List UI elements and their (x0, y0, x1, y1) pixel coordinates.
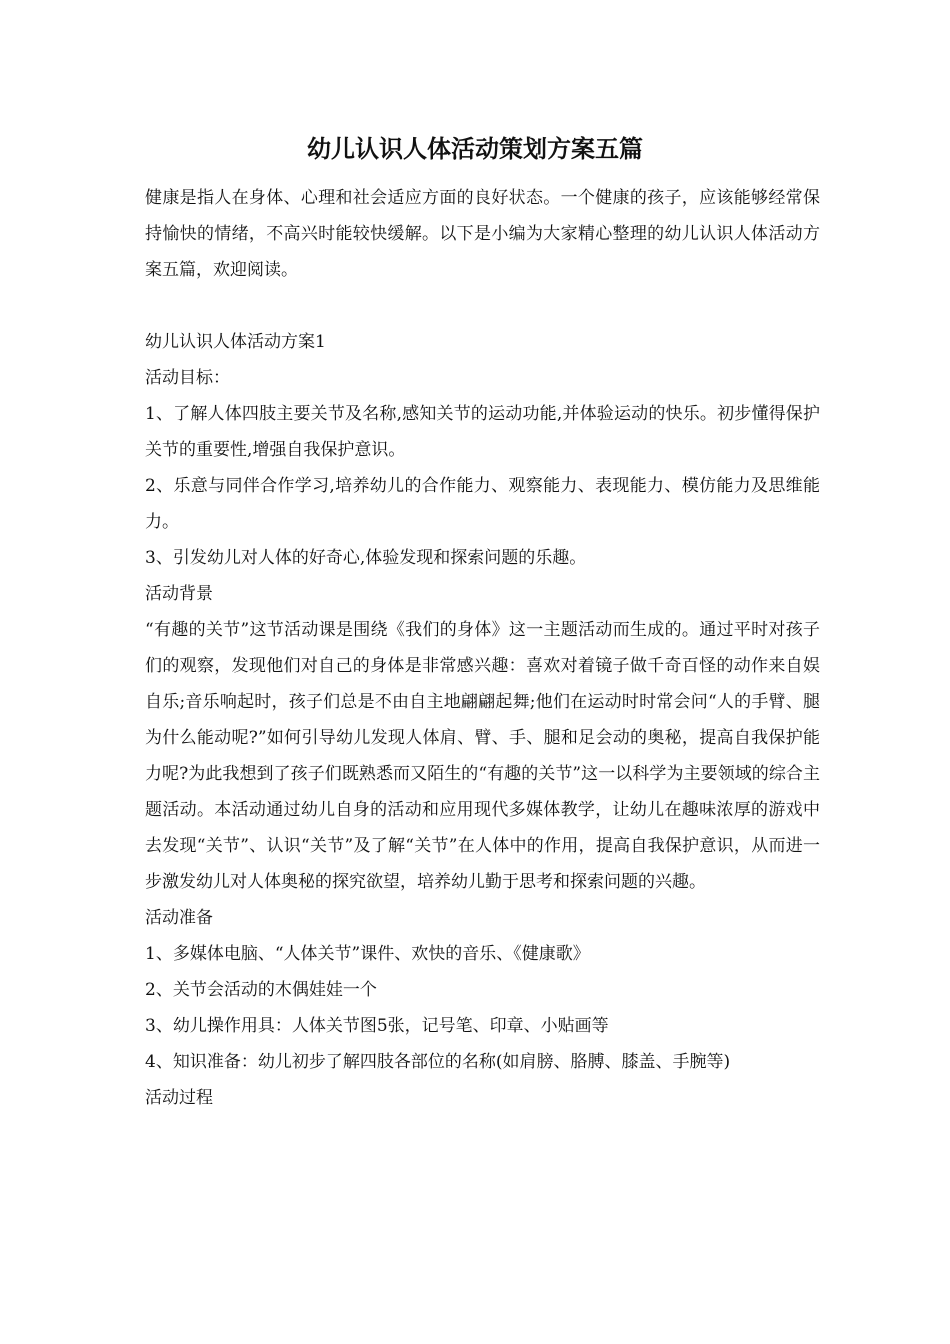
goal-item: 3、引发幼儿对人体的好奇心,体验发现和探索问题的乐趣。 (145, 548, 587, 568)
document-body (145, 180, 820, 1116)
background-paragraph: “有趣的关节”这节活动课是围绕《我们的身体》这一主题活动而生成的。通过平时对孩子们的观察，发现他们对自己的身体是非常感兴趣：喜欢对着镜子做千奇百怪的动作来自娱自乐;音乐响起时，孩子们总是不由自主地翩翩起舞;他们在运动时时常会问“人的手臂、腿为什么能动呢?”如何引导幼儿发现人体肩、臂、手、腿和足会动的奥秘，提高自我保护能力呢?为此我想到了孩子们既熟悉而又陌生的“有趣的关节”这一以科学为主要领域的综合主题活动。本活动通过幼儿自身的活动和应用现代多媒体教学，让幼儿在趣味浓厚的游戏中去发现“关节”、认识“关节”及了解“关节”在人体中的作用，提高自我保护意识，从而进一步激发幼儿对人体奥秘的探究欲望，培养幼儿勤于思考和探索问题的兴趣。 (145, 620, 820, 892)
document-title: 幼儿认识人体活动策划方案五篇 (307, 134, 643, 163)
background-heading: 活动背景 (145, 584, 213, 604)
goal-item: 1、了解人体四肢主要关节及名称,感知关节的运动功能,并体验运动的快乐。初步懂得保护关节的重要性,增强自我保护意识。 (145, 404, 820, 460)
section-title: 幼儿认识人体活动方案1 (145, 332, 326, 352)
prep-item: 3、幼儿操作用具：人体关节图5张，记号笔、印章、小贴画等 (145, 1016, 609, 1036)
prep-item: 4、知识准备：幼儿初步了解四肢各部位的名称(如肩膀、胳膊、膝盖、手腕等) (145, 1052, 731, 1072)
goals-heading: 活动目标： (145, 368, 230, 388)
goal-item: 2、乐意与同伴合作学习,培养幼儿的合作能力、观察能力、表现能力、模仿能力及思维能力。 (145, 476, 820, 532)
prep-item: 2、关节会活动的木偶娃娃一个 (145, 980, 377, 1000)
intro-paragraph: 健康是指人在身体、心理和社会适应方面的良好状态。一个健康的孩子，应该能够经常保持愉快的情绪，不高兴时能较快缓解。以下是小编为大家精心整理的幼儿认识人体活动方案五篇，欢迎阅读。 (145, 188, 820, 280)
process-heading: 活动过程 (145, 1088, 213, 1108)
prep-heading: 活动准备 (145, 908, 213, 928)
prep-item: 1、多媒体电脑、“人体关节”课件、欢快的音乐、《健康歌》 (145, 944, 590, 964)
